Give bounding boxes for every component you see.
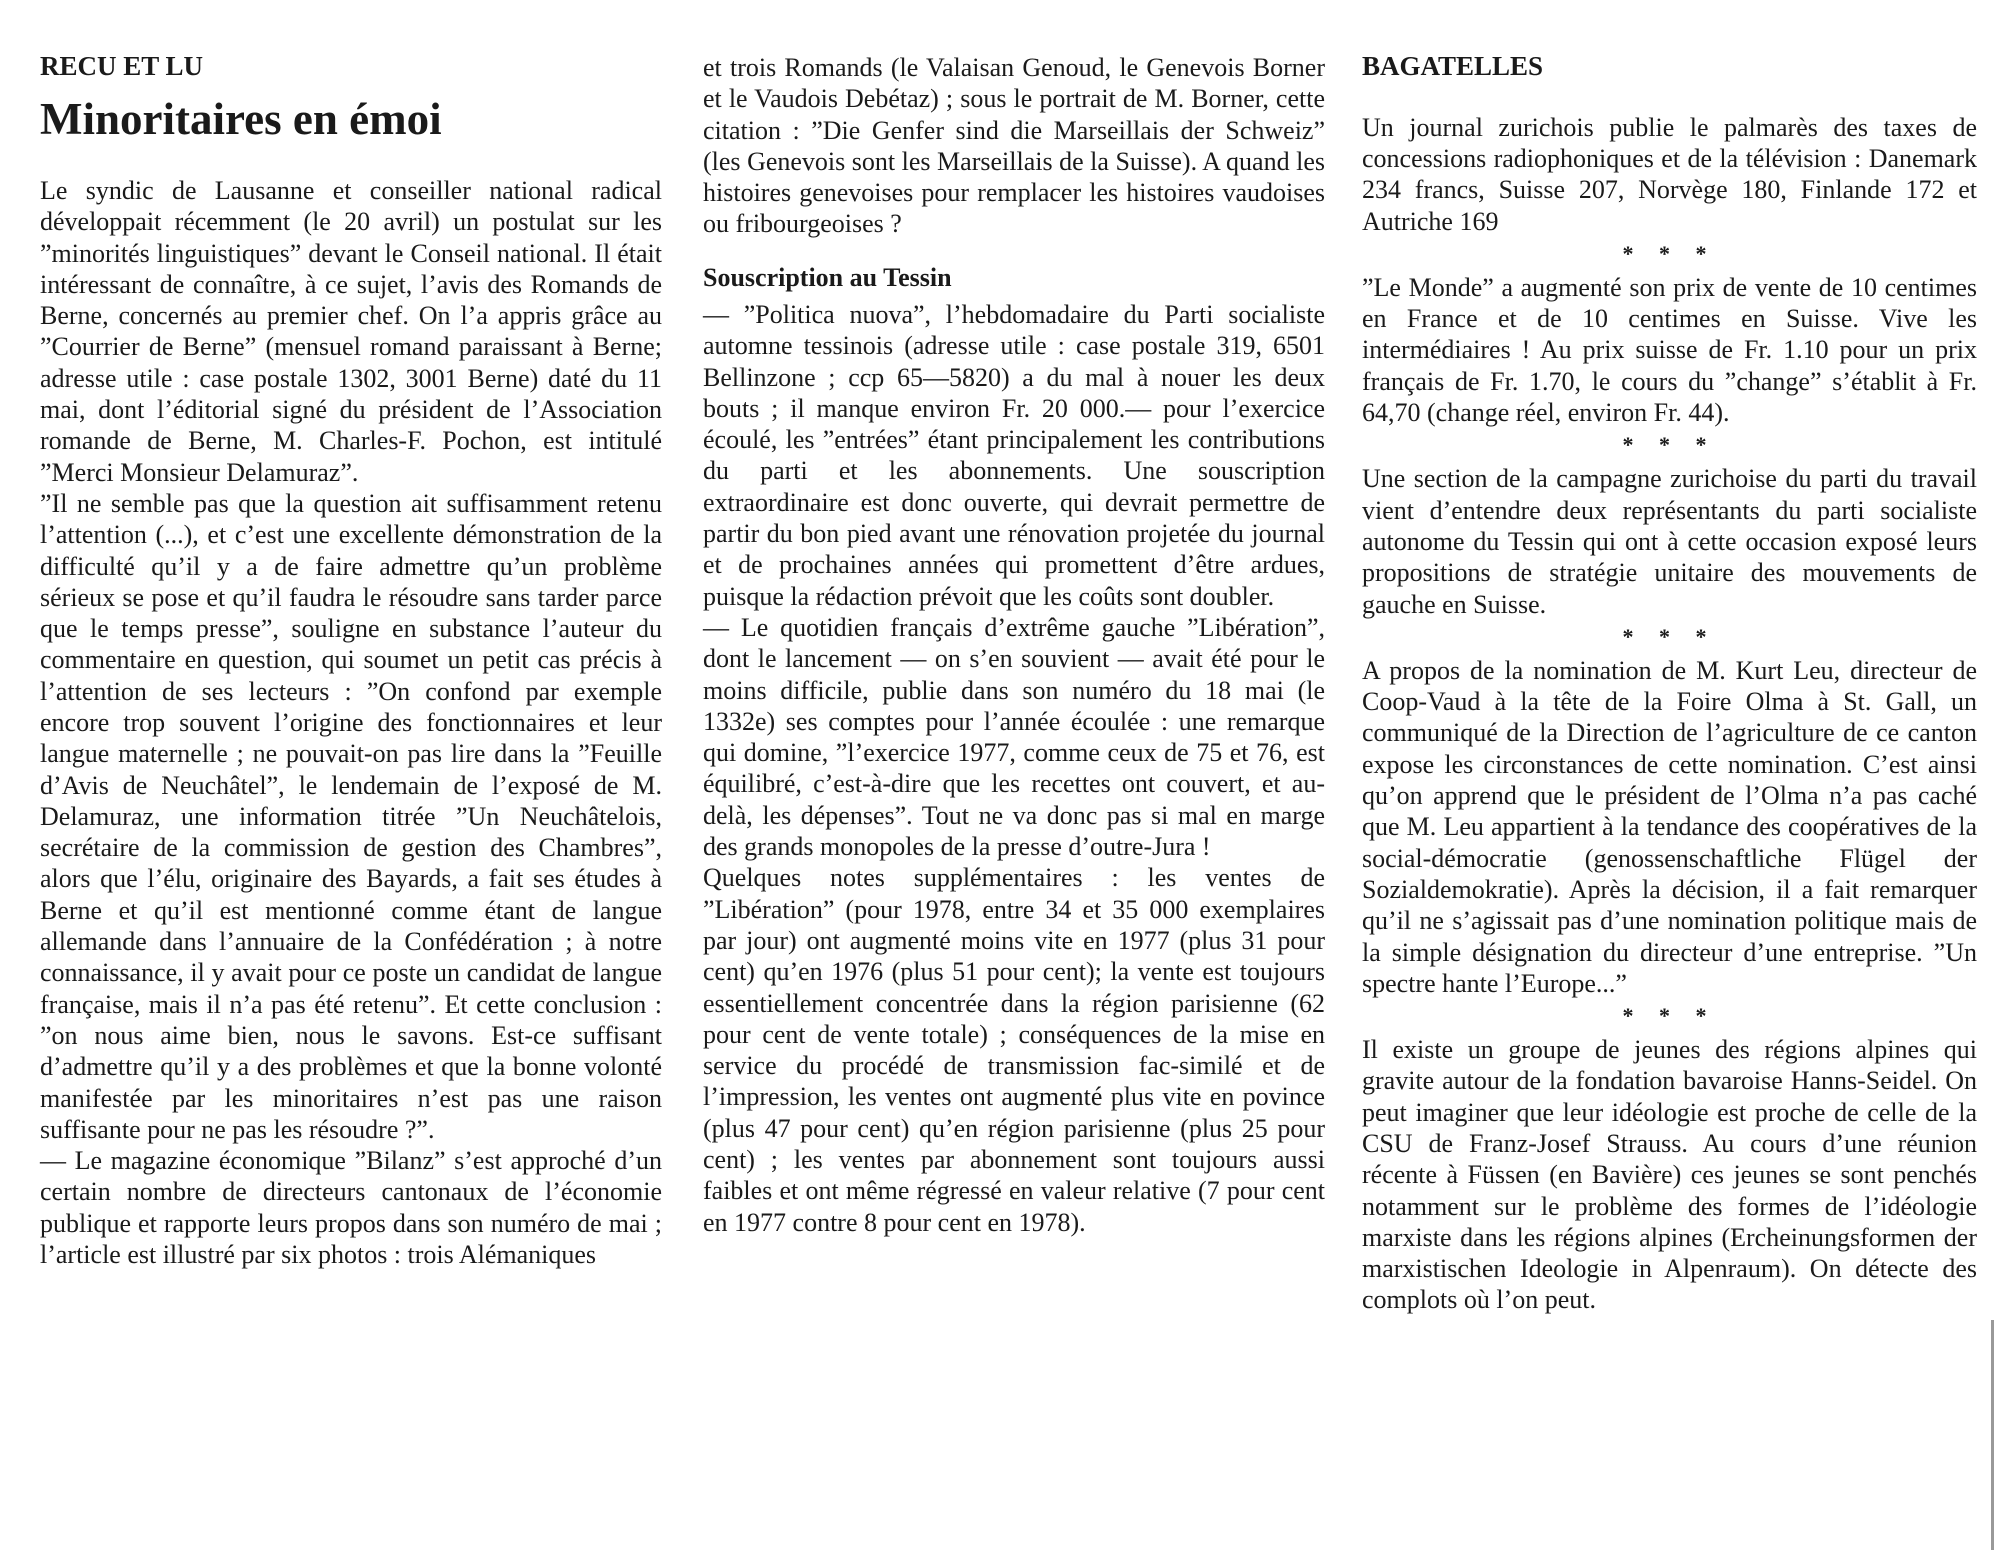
page-edge-line <box>1991 1320 1994 1550</box>
article-paragraph: et trois Romands (le Valaisan Genoud, le Genevois Borner et le Vaudois Debétaz) ; sous le portrait de M. Borner, cette citation : ”Die Genfer sind die Marseillais der Schweiz” (les Genevois sont les Marseillais de la Suisse). A quand les histoires genevoises pour remplacer les histoires vaudoises ou fribourgeoises ? <box>703 53 1325 239</box>
section-kicker: BAGATELLES <box>1362 51 1544 81</box>
section-subhead: Souscription au Tessin <box>703 262 952 292</box>
section-kicker: RECU ET LU <box>40 51 204 81</box>
article-paragraph: ”Il ne semble pas que la question ait suffisamment retenu l’attention (...), et c’est une excellente démonstration de la difficulté qu’il y a de faire admettre qu’un problème sérieux se pose et qu’il faudra le résoudre sans tarder parce que le temps presse”, souligne en substance l’auteur du commentaire en question, qui soumet un petit cas précis à l’attention de ses lecteurs : ”On confond par exemple encore trop souvent l’origine des fonctionnaires et leur langue maternelle ; ne pouvait-on pas lire dans la ”Feuille d’Avis de Neuchâtel”, le lendemain de l’exposé de M. Delamuraz, une information titrée ”Un Neuchâtelois, secrétaire de la commission de gestion des Chambres”, alors que l’élu, originaire des Bayards, a fait ses études à Berne et qu’il est mentionné comme étant de langue allemande dans l’annuaire de la Confédération ; à notre connaissance, il y avait pour ce poste un candidat de langue française, mais il n’a pas été retenu”. Et cette conclusion : ”on nous aime bien, nous le savons. Est-ce suffisant d’admettre qu’il y a des problèmes et que la bonne volonté manifestée par les minoritaires n’est pas une raison suffisante pour ne pas les résoudre ?”. <box>40 488 662 1144</box>
article-paragraph: Quelques notes supplémentaires : les ventes de ”Libération” (pour 1978, entre 34 et 35 000 exemplaires par jour) ont augmenté moins vite en 1977 (plus 31 pour cent) qu’en 1976 (plus 51 pour cent); la vente est toujours essentiellement concentrée dans la région parisienne (62 pour cent de vente totale) ; conséquences de la mise en service du procédé de transmission fac-similé et de l’impression, les ventes ont augmenté plus vite en povince (plus 47 pour cent) qu’en région parisienne (plus 25 pour cent) ; les ventes par abonnement sont toujours aussi faibles et ont même régressé en valeur relative (7 pour cent en 1977 contre 8 pour cent en 1978). <box>703 863 1325 1237</box>
bagatelle-item: ”Le Monde” a augmenté son prix de vente de 10 centimes en France et de 10 centimes en Suisse. Vive les intermédiaires ! Au prix suisse de Fr. 1.10 pour un prix français de Fr. 1.70, le cours du ”change” s’établit à Fr. 64,70 (change réel, environ Fr. 44). <box>1362 272 1977 428</box>
bagatelle-item: Une section de la campagne zurichoise du parti du travail vient d’entendre deux représentants du parti socialiste autonome du Tessin qui ont à cette occasion exposé leurs propositions de stratégie unitaire des mouvements de gauche en Suisse. <box>1362 464 1977 619</box>
article-title: Minoritaires en émoi <box>40 93 442 144</box>
separator-stars: * * * <box>1622 1003 1717 1029</box>
column-bagatelles <box>1362 52 1977 1316</box>
article-paragraph: — Le magazine économique ”Bilanz” s’est approché d’un certain nombre de directeurs cantonaux de l’économie publique et rapporte leurs propos dans son numéro de mai ; l’article est illustré par six photos : trois Alémaniques <box>40 1146 662 1270</box>
column-continuation <box>703 52 1325 1238</box>
article-paragraph: — ”Politica nuova”, l’hebdomadaire du Parti socialiste automne tessinois (adresse utile : case postale 319, 6501 Bellinzone ; ccp 65—5820) a du mal à nouer les deux bouts ; il manque environ Fr. 20 000.— pour l’exercice écoulé, les ”entrées” étant principalement les contributions du parti et les abonnements. Une souscription extraordinaire est donc ouverte, qui devrait permettre de partir du bon pied avant une rénovation projetée du journal et de prochaines années qui promettent d’être ardues, puisque la rédaction prévoit que les coûts sont doubler. <box>703 299 1325 611</box>
separator-stars: * * * <box>1622 240 1717 266</box>
bagatelle-item: Un journal zurichois publie le palmarès des taxes de concessions radiophoniques et de la télévision : Danemark 234 francs, Suisse 207, Norvège 180, Finlande 172 et Autriche 169 <box>1362 112 1977 236</box>
bagatelle-item: A propos de la nomination de M. Kurt Leu, directeur de Coop-Vaud à la tête de la Foire Olma à St. Gall, un communiqué de la Direction de l’agriculture de ce canton expose les circonstances de cette nomination. C’est ainsi qu’on apprend que le président de l’Olma n’a pas caché que M. Leu appartient à la tendance des coopératives de la social-démocratie (genossenschaftliche Flügel der Sozialdemokratie). Après la décision, il a fait remarquer qu’il ne s’agissait pas d’une nomination politique mais de la simple désignation du directeur d’une entreprise. ”Un spectre hante l’Europe...” <box>1362 655 1977 998</box>
article-paragraph: — Le quotidien français d’extrême gauche ”Libération”, dont le lancement — on s’en souvient — avait été pour le moins difficile, publie dans son numéro du 18 mai (le 1332e) ses comptes pour l’année écoulée : une remarque qui domine, ”l’exercice 1977, comme ceux de 75 et 76, est équilibré, c’est-à-dire que les recettes ont couvert, et au-delà, les dépenses”. Tout ne va donc pas si mal en marge des grands monopoles de la presse d’outre-Jura ! <box>703 612 1325 862</box>
article-paragraph: Le syndic de Lausanne et conseiller national radical développait récemment (le 20 avril) un postulat sur les ”minorités linguistiques” devant le Conseil national. Il était intéressant de connaître, à ce sujet, l’avis des Romands de Berne, concernés au premier chef. On l’a appris grâce au ”Courrier de Berne” (mensuel romand paraissant à Berne; adresse utile : case postale 1302, 3001 Berne) daté du 11 mai, dont l’éditorial signé du président de l’Association romande de Berne, M. Charles-F. Pochon, est intitulé ”Merci Monsieur Delamuraz”. <box>40 175 662 487</box>
separator-stars: * * * <box>1622 623 1717 649</box>
column-recu-et-lu <box>40 52 662 1270</box>
bagatelle-item: Il existe un groupe de jeunes des régions alpines qui gravite autour de la fondation bavaroise Hanns-Seidel. On peut imaginer que leur idéologie est proche de celle de la CSU de Franz-Josef Strauss. Au cours d’une réunion récente à Füssen (en Bavière) ces jeunes se sont penchés notamment sur le problème des formes de l’idéologie marxiste dans les régions alpines (Ercheinungsformen der marxistischen Ideologie in Alpenraum). On détecte des complots où l’on peut. <box>1362 1035 1977 1315</box>
separator-stars: * * * <box>1622 432 1717 458</box>
